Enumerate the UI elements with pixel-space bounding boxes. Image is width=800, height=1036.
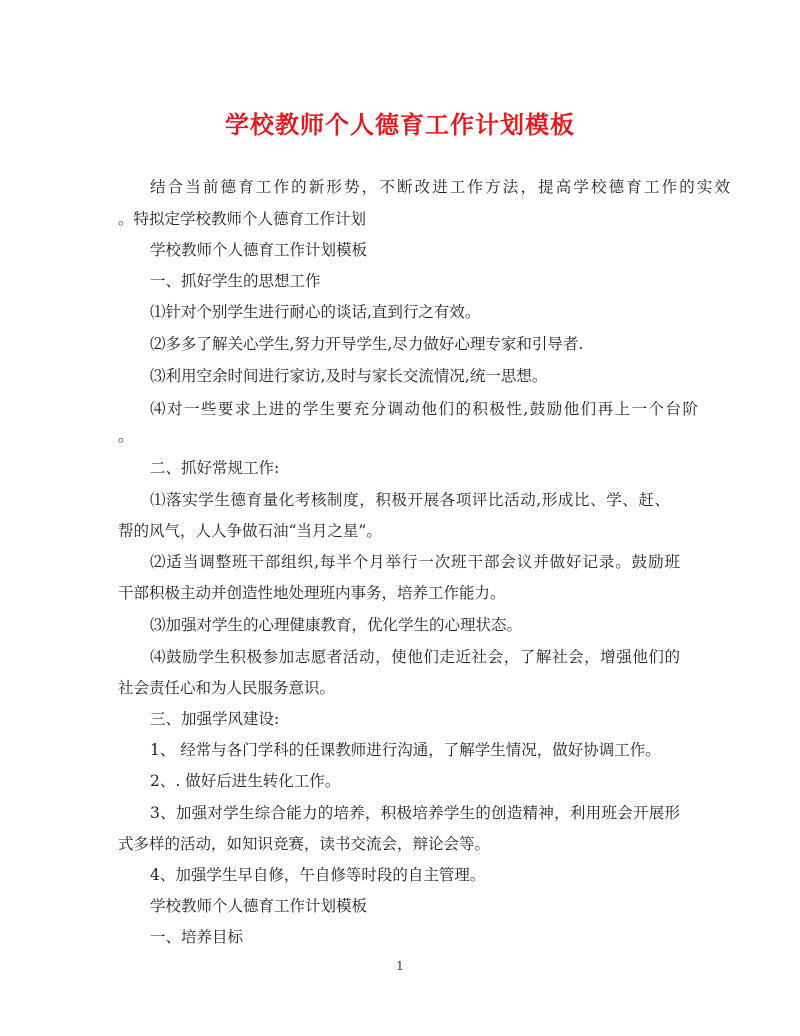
page-number: 1 [396,959,404,973]
list-item: 3、加强对学生综合能力的培养，积极培养学生的创造精神，利用班会开展形 [150,804,680,822]
document-title: 学校教师个人德育工作计划模板 [225,110,575,139]
list-item: ⑷对一些要求上进的学生要充分调动他们的积极性,鼓励他们再上一个台阶 [150,400,698,418]
section-heading: 二、抓好常规工作: [150,459,280,477]
list-item: ⑶加强对学生的心理健康教育，优化学生的心理状态。 [150,616,523,634]
list-item: 1、 经常与各门学科的任课教师进行沟通，了解学生情况，做好协调工作。 [150,741,661,759]
paragraph-line: 式多样的活动，如知识竞赛，读书交流会，辩论会等。 [118,835,491,853]
list-item: ⑴针对个别学生进行耐心的谈话,直到行之有效。 [150,303,481,321]
paragraph-line: 学校教师个人德育工作计划模板 [150,241,368,259]
section-title: 学校教师个人德育工作计划模板 [150,897,368,915]
paragraph-line: 干部积极主动并创造性地处理班内事务，培养工作能力。 [118,584,506,602]
section-heading: 三、加强学风建设: [150,710,280,728]
list-item: 4、加强学生早自修，午自修等时段的自主管理。 [150,866,486,884]
list-item: ⑵适当调整班干部组织,每半个月举行一次班干部会议并做好记录。鼓励班 [150,553,680,571]
list-item: ⑶利用空余时间进行家访,及时与家长交流情况,统一思想。 [150,367,548,385]
list-item: 2、. 做好后进生转化工作。 [150,772,341,790]
section-heading: 一、培养目标 [150,928,244,946]
paragraph-line: 帮的风气，人人争做石油“当月之星”。 [118,522,382,540]
section-heading: 一、抓好学生的思想工作 [150,272,321,290]
list-item: ⑷鼓励学生积极参加志愿者活动，使他们走近社会，了解社会，增强他们的 [150,648,680,666]
list-item: ⑵多多了解关心学生,努力开导学生,尽力做好心理专家和引导者. [150,335,584,353]
list-item: ⑴落实学生德育量化考核制度，积极开展各项评比活动,形成比、学、赶、 [150,491,670,509]
paragraph-line: 。特拟定学校教师个人德育工作计划 [118,210,367,228]
paragraph-line: 结合当前德育工作的新形势，不断改进工作方法，提高学校德育工作的实效 [150,178,730,196]
paragraph-line: 社会责任心和为人民服务意识。 [118,679,336,697]
paragraph-line: 。 [118,427,134,445]
